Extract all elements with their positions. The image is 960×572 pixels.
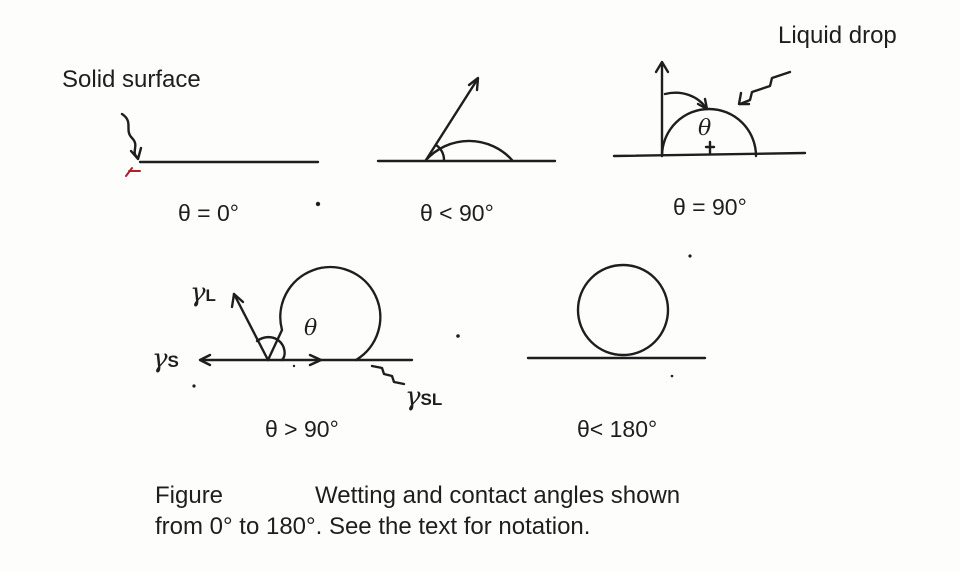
solid-surface-label: Solid surface [62, 66, 201, 93]
liquid-drop-pointer-arrow [740, 72, 790, 104]
angle-label-theta-gt-90: θ > 90° [265, 416, 339, 442]
caption-line-2: from 0° to 180°. See the text for notation. [155, 513, 591, 540]
drop-gt-90 [268, 267, 380, 360]
angle-label-theta-lt-90: θ < 90° [420, 200, 494, 226]
drop-near-180 [578, 265, 668, 355]
angle-label-theta-lt-180: θ< 180° [577, 416, 658, 442]
liquid-drop-label: Liquid drop [778, 22, 897, 49]
figure-caption [155, 480, 680, 542]
theta-symbol-drop-90: θ [698, 116, 712, 141]
gamma-sl-pointer [372, 366, 404, 384]
gamma-sl-label: γSL [405, 382, 443, 412]
gamma-l-label: γL [190, 278, 216, 308]
red-mark [126, 168, 140, 176]
angle-label-theta-0: θ = 0° [178, 200, 239, 226]
tangent-line-lt-90 [426, 80, 477, 160]
angle-label-theta-90: θ = 90° [673, 194, 747, 220]
theta-symbol-drop-gt-90: θ [304, 316, 318, 341]
caption-line-1: Wetting and contact angles shown [315, 482, 681, 509]
tangent-line-gt-90 [234, 294, 268, 360]
drop-lt-90 [426, 141, 512, 160]
gamma-s-label: γS [152, 344, 179, 374]
caption-figure-word: Figure [155, 482, 224, 509]
